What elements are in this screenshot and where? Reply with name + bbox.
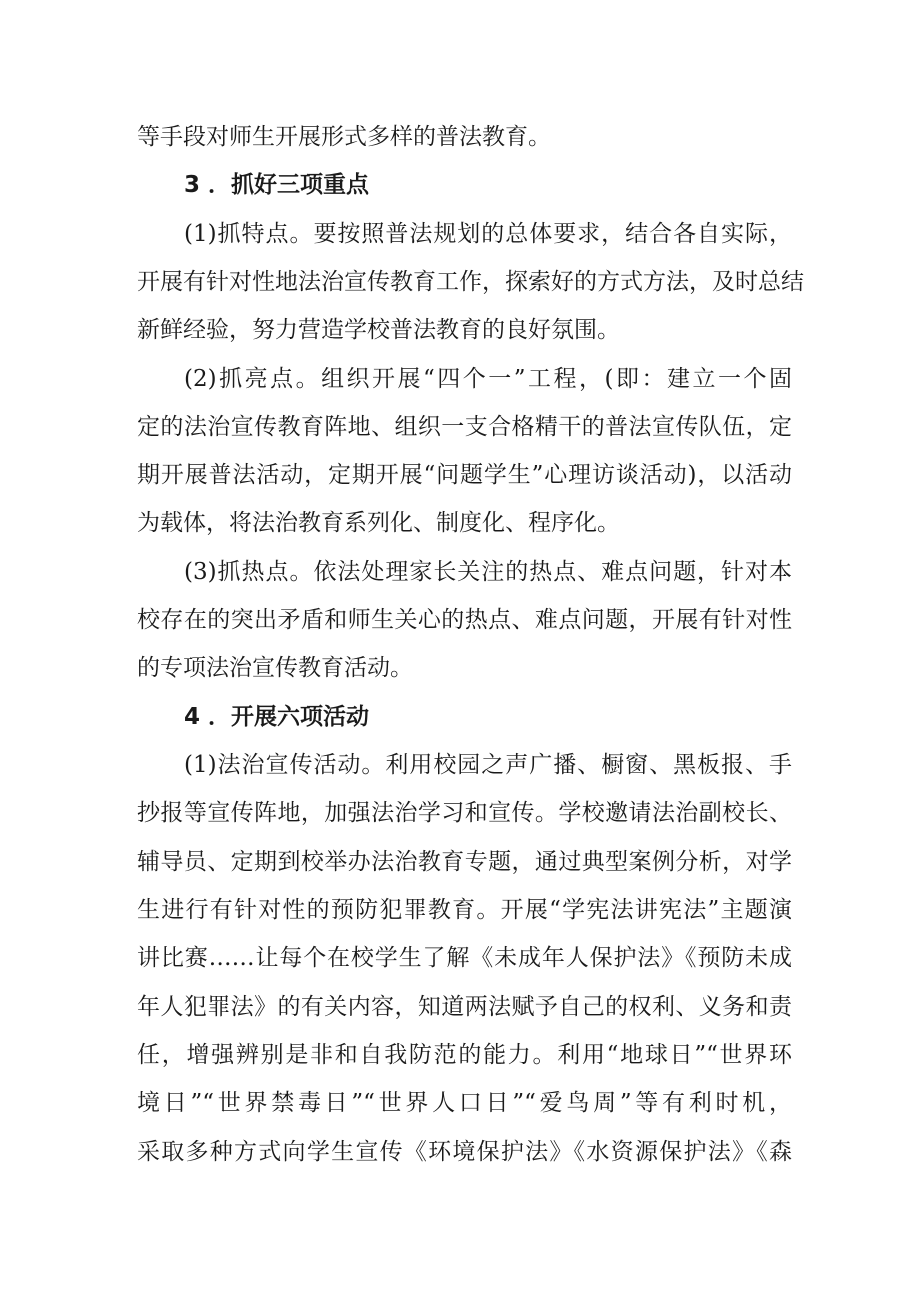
paragraph-line: 采取多种方式向学生宣传《环境保护法》《水资源保护法》《森 bbox=[137, 1139, 792, 1165]
paragraph-line: 生进行有针对性的预防犯罪教育。开展“学宪法讲宪法”主题演 bbox=[137, 897, 792, 923]
paragraph-line: 为载体，将法治教育系列化、制度化、程序化。 bbox=[137, 510, 620, 536]
paragraph-line: 定的法治宣传教育阵地、组织一支合格精干的普法宣传队伍，定 bbox=[137, 414, 792, 440]
section-heading-4: 4 ．开展六项活动 bbox=[184, 704, 370, 730]
paragraph-line: 的专项法治宣传教育活动。 bbox=[137, 655, 413, 681]
paragraph-line: 等手段对师生开展形式多样的普法教育。 bbox=[137, 124, 551, 150]
paragraph-line: 任，增强辨别是非和自我防范的能力。利用“地球日”“世界环 bbox=[137, 1042, 792, 1068]
paragraph-line: (1)法治宣传活动。利用校园之声广播、橱窗、黑板报、手 bbox=[184, 752, 792, 778]
paragraph-line: 年人犯罪法》的有关内容，知道两法赋予自己的权利、义务和责 bbox=[137, 994, 792, 1020]
paragraph-line: (2)抓亮点。组织开展“四个一”工程，(即：建立一个固 bbox=[184, 366, 792, 392]
paragraph-line: 讲比赛……让每个在校学生了解《未成年人保护法》《预防未成 bbox=[137, 945, 792, 971]
paragraph-line: (3)抓热点。依法处理家长关注的热点、难点问题，针对本 bbox=[184, 559, 792, 585]
paragraph-line: 抄报等宣传阵地，加强法治学习和宣传。学校邀请法治副校长、 bbox=[137, 800, 792, 826]
paragraph-line: 校存在的突出矛盾和师生关心的热点、难点问题，开展有针对性 bbox=[137, 607, 792, 633]
paragraph-line: (1)抓特点。要按照普法规划的总体要求，结合各自实际， bbox=[184, 221, 792, 247]
section-heading-3: 3 ．抓好三项重点 bbox=[184, 172, 370, 198]
paragraph-line: 境日”“世界禁毒日”“世界人口日”“爱鸟周”等有利时机， bbox=[137, 1090, 792, 1116]
paragraph-line: 辅导员、定期到校举办法治教育专题，通过典型案例分析，对学 bbox=[137, 849, 792, 875]
paragraph-line: 期开展普法活动，定期开展“问题学生”心理访谈活动)，以活动 bbox=[137, 462, 792, 488]
paragraph-line: 新鲜经验，努力营造学校普法教育的良好氛围。 bbox=[137, 317, 620, 343]
paragraph-line: 开展有针对性地法治宣传教育工作，探索好的方式方法，及时总结 bbox=[137, 269, 804, 295]
